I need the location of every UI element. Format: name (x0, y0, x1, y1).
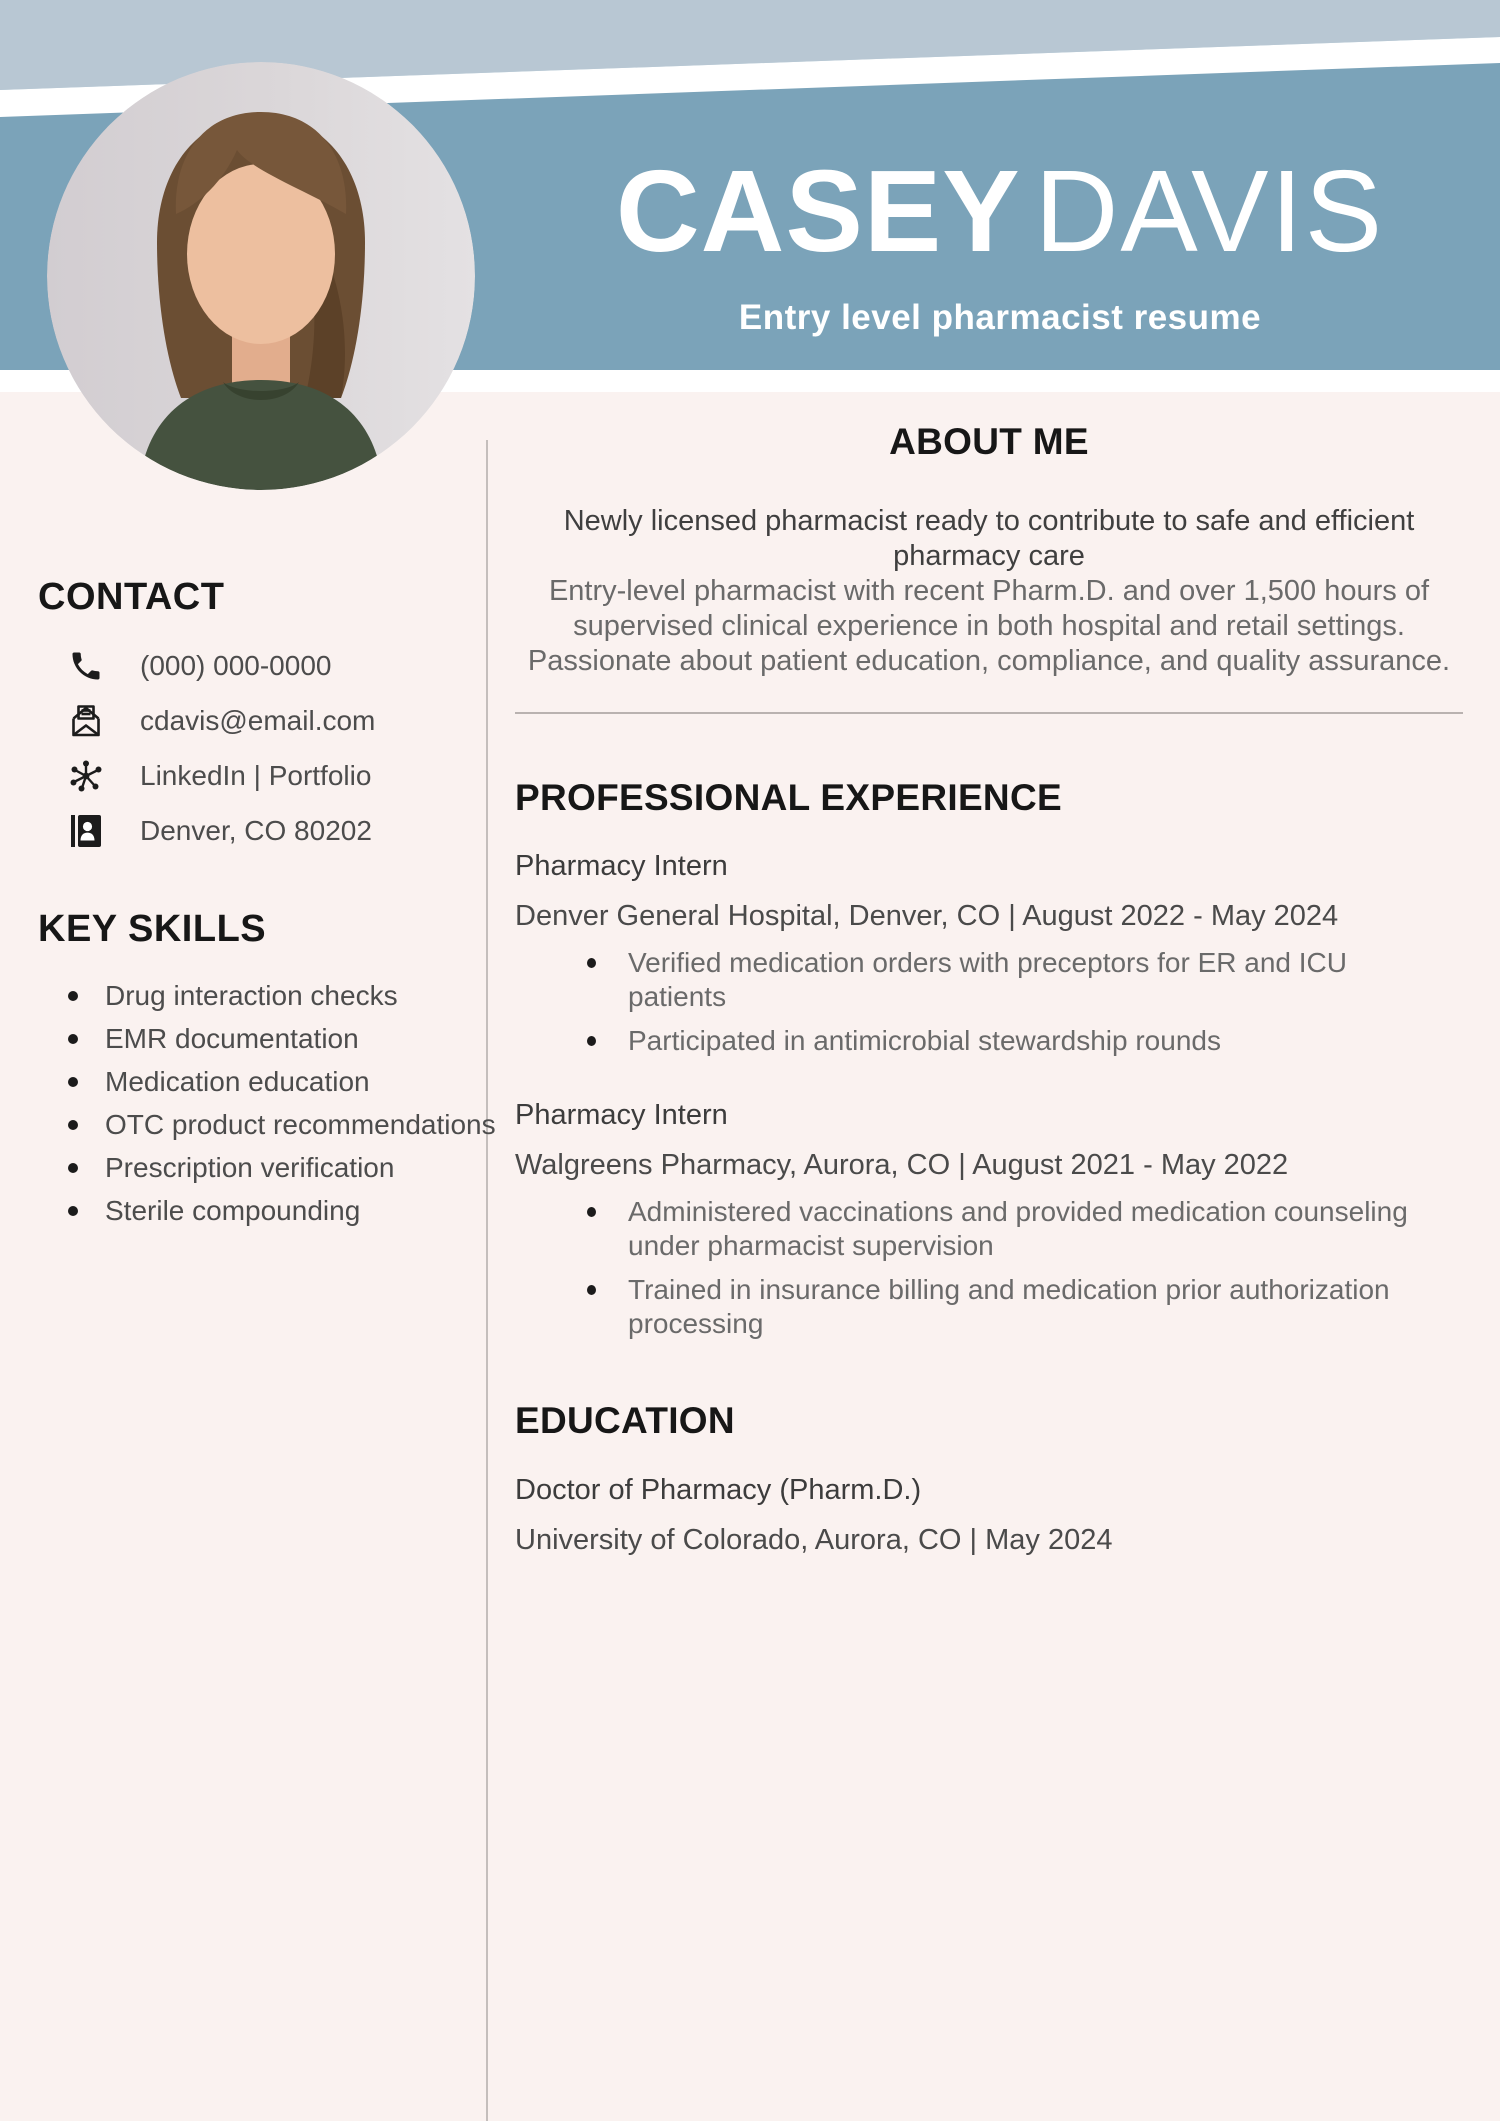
job-bullet: Participated in antimicrobial stewardship rounds (515, 1024, 1435, 1058)
skill-item: Drug interaction checks (38, 974, 478, 1017)
contact-section (38, 576, 468, 866)
job-bullet: Verified medication orders with preceptors for ER and ICU patients (515, 946, 1435, 1014)
person-name (500, 148, 1500, 276)
about-section (515, 420, 1463, 714)
contact-phone-text: (000) 000-0000 (140, 649, 332, 681)
job-bullet-list (515, 946, 1463, 1058)
main-column (515, 420, 1463, 1557)
resume-subtitle: Entry level pharmacist resume (738, 297, 1262, 337)
skills-list (38, 974, 496, 1232)
contact-address-text: Denver, CO 80202 (140, 814, 372, 846)
contact-item-links (38, 756, 468, 796)
job-bullet: Trained in insurance billing and medication prior authorization processing (515, 1273, 1435, 1341)
key-skills-heading: KEY SKILLS (38, 908, 267, 950)
key-skills-section (38, 908, 496, 1232)
job-bullet-list (515, 1195, 1463, 1341)
experience-heading: PROFESSIONAL EXPERIENCE (515, 776, 1062, 818)
contact-item-email (38, 701, 468, 741)
skill-item: OTC product recommendations (38, 1103, 478, 1146)
experience-section (515, 776, 1463, 1342)
education-school: University of Colorado, Aurora, CO | May 2024 (515, 1523, 1113, 1556)
contact-email-text: cdavis@email.com (140, 704, 376, 736)
about-body-text: Entry-level pharmacist with recent Pharm.D. and over 1,500 hours of supervised clinical experience in both hospital and retail settings. Passionate about patient education, compliance, and quality assurance. (527, 574, 1451, 677)
skill-item: Medication education (38, 1060, 478, 1103)
network-icon (66, 756, 106, 796)
job-bullet: Administered vaccinations and provided medication counseling under pharmacist supervision (515, 1195, 1435, 1263)
email-icon (66, 701, 106, 741)
section-divider (515, 712, 1463, 714)
header-name-block (500, 148, 1500, 338)
job-role: Pharmacy Intern (515, 1099, 728, 1132)
about-heading: ABOUT ME (889, 421, 1089, 462)
skill-item: Prescription verification (38, 1146, 478, 1189)
address-card-icon (66, 811, 106, 851)
skill-item: EMR documentation (38, 1017, 478, 1060)
contact-list (38, 646, 468, 851)
education-section (515, 1399, 1463, 1557)
last-name: DAVIS (1034, 146, 1385, 276)
first-name: CASEY (615, 146, 1021, 276)
education-degree: Doctor of Pharmacy (Pharm.D.) (515, 1473, 922, 1506)
skill-item: Sterile compounding (38, 1189, 478, 1232)
column-divider (486, 440, 488, 2121)
contact-links-text: LinkedIn | Portfolio (140, 759, 372, 791)
about-lead-text: Newly licensed pharmacist ready to contribute to safe and efficient pharmacy care (563, 504, 1415, 572)
job-entry (515, 1098, 1463, 1341)
profile-photo-illustration (47, 62, 475, 490)
job-meta: Denver General Hospital, Denver, CO | August 2022 - May 2024 (515, 900, 1339, 933)
job-role: Pharmacy Intern (515, 850, 728, 883)
job-entry (515, 849, 1463, 1058)
contact-heading: CONTACT (38, 576, 225, 618)
education-heading: EDUCATION (515, 1400, 735, 1442)
contact-item-address (38, 811, 468, 851)
job-meta: Walgreens Pharmacy, Aurora, CO | August 2021 - May 2022 (515, 1149, 1289, 1182)
phone-icon (66, 646, 106, 686)
contact-item-phone (38, 646, 468, 686)
profile-photo (47, 62, 475, 490)
